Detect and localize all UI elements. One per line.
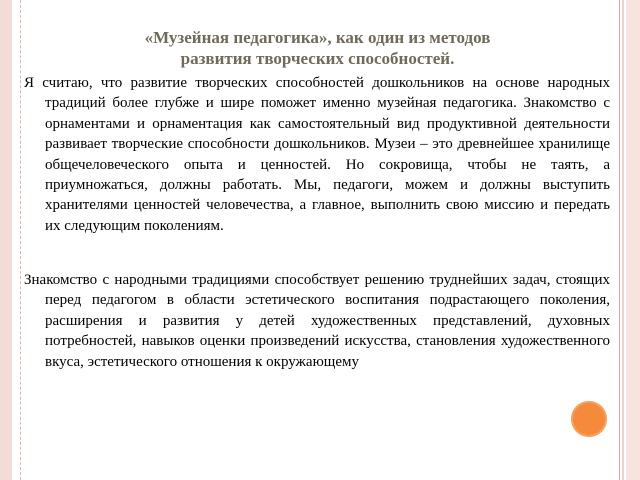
slide-right-border-band (626, 0, 640, 480)
slide-dashed-divider (20, 0, 21, 480)
slide-right-border-line-2 (622, 0, 624, 480)
slide-title-line-1: «Музейная педагогика», как один из методов (144, 28, 491, 47)
slide-title (40, 27, 595, 69)
slide-left-border (0, 0, 12, 480)
accent-circle-decoration (571, 401, 607, 437)
body-paragraph-1: Я считаю, что развитие творческих способностей дошкольников на основе народных традиций более глубже и шире поможет именно музейная педагогика. Знакомство с орнаментами и орнаментация как самостоятельный вид продуктивной деятельности развивает творческие способности дошкольников. Музеи – это древнейшее хранилище общечеловеческого опыта и ценностей. Но сокровища, чтобы не таять, а приумножаться, должны работать. Мы, педагоги, можем и должны выступить хранителями ценностей человечества, а главное, выполнить свою миссию и передать их следующим поколениям. (24, 75, 610, 234)
slide-right-border-line (619, 0, 620, 480)
slide-title-line-2: развития творческих способностей. (180, 49, 455, 68)
body-paragraph-2: Знакомство с народными традициями способствует решению труднейших задач, стоящих перед педагогом в области эстетического воспитания подрастающего поколения, расширения и развития у детей художественных представлений, духовных потребностей, навыков оценки произведений искусства, становления художественного вкуса, эстетического отношения к окружающему (24, 272, 610, 370)
